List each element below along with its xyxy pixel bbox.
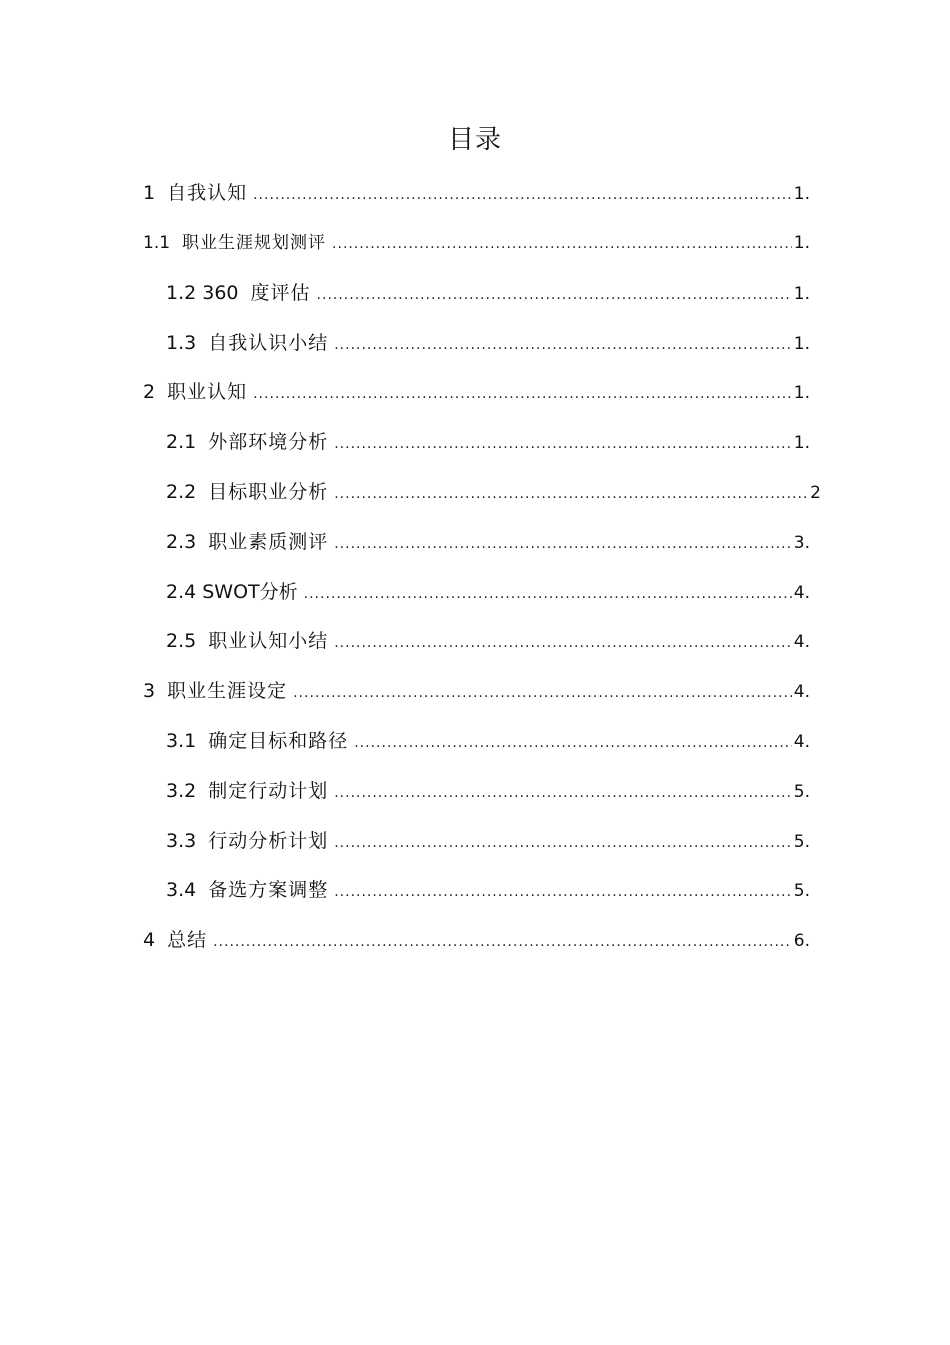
toc-entry[interactable] bbox=[143, 178, 810, 208]
toc-entry[interactable] bbox=[143, 377, 810, 407]
dot-leader bbox=[253, 180, 792, 210]
toc-entry-label: 制定行动计划 bbox=[208, 780, 329, 802]
dot-leader bbox=[334, 330, 792, 360]
toc-entry[interactable] bbox=[166, 577, 810, 607]
toc-entry[interactable] bbox=[166, 875, 810, 905]
toc-entry[interactable] bbox=[166, 826, 810, 856]
dot-leader bbox=[253, 379, 792, 409]
dot-leader bbox=[334, 479, 808, 509]
toc-entry-label: 度评估 bbox=[250, 282, 311, 304]
dot-leader bbox=[334, 628, 792, 658]
toc-entry-number: 2.2 bbox=[166, 481, 197, 503]
dot-leader bbox=[334, 778, 792, 808]
toc-entry-label: 自我认知 bbox=[167, 182, 248, 204]
toc-entry[interactable] bbox=[166, 776, 810, 806]
toc-entry-number: 3.3 bbox=[166, 830, 197, 852]
toc-entry[interactable] bbox=[143, 925, 810, 955]
toc-entry[interactable] bbox=[143, 228, 810, 258]
toc-entry-number: 3 bbox=[143, 680, 156, 702]
toc-entry-label: 职业认知 bbox=[167, 381, 248, 403]
dot-leader bbox=[334, 877, 792, 907]
toc-entry-number: 4 bbox=[143, 929, 156, 951]
dot-leader bbox=[293, 678, 792, 708]
toc-entry-page: 1. bbox=[793, 433, 810, 453]
toc-entry-number: 3.1 bbox=[166, 730, 197, 752]
toc-entry-page: 2 bbox=[810, 483, 821, 503]
toc-entry-number: 2.1 bbox=[166, 431, 197, 453]
toc-entry-page: 5. bbox=[793, 881, 810, 901]
toc-entry-number: 1 bbox=[143, 182, 156, 204]
toc-entry-label: 职业生涯设定 bbox=[167, 680, 288, 702]
toc-entry[interactable] bbox=[166, 477, 821, 507]
dot-leader bbox=[213, 927, 792, 957]
dot-leader bbox=[317, 280, 792, 310]
toc-entry[interactable] bbox=[166, 626, 810, 656]
dot-leader bbox=[304, 579, 792, 609]
toc-entry-page: 4. bbox=[793, 682, 810, 702]
toc-entry-label: 自我认识小结 bbox=[208, 332, 329, 354]
toc-entry-page: 5. bbox=[793, 782, 810, 802]
toc-entry-label: 职业素质测评 bbox=[208, 531, 329, 553]
toc-entry-number: 1.3 bbox=[166, 332, 197, 354]
toc-entry-page: 5. bbox=[793, 832, 810, 852]
dot-leader bbox=[334, 529, 792, 559]
toc-entry-page: 4. bbox=[793, 632, 810, 652]
toc-entry-number: 1.1 bbox=[143, 233, 171, 253]
dot-leader bbox=[332, 229, 792, 259]
toc-entry[interactable] bbox=[166, 527, 810, 557]
toc-entry-label: SWOT分析 bbox=[202, 581, 298, 603]
toc-entry-number: 3.2 bbox=[166, 780, 197, 802]
toc-entry-label: 行动分析计划 bbox=[208, 830, 329, 852]
dot-leader bbox=[354, 728, 792, 758]
toc-entry-number: 1.2 360 bbox=[166, 282, 239, 304]
toc-entry-number: 2.4 bbox=[166, 581, 197, 603]
toc-entry-page: 3. bbox=[793, 533, 810, 553]
toc-entry[interactable] bbox=[143, 676, 810, 706]
toc-entry[interactable] bbox=[166, 328, 810, 358]
toc-entry-page: 4. bbox=[793, 583, 810, 603]
toc-entry-page: 4. bbox=[793, 732, 810, 752]
toc-entry-page: 1. bbox=[793, 334, 810, 354]
toc-entry-number: 2.5 bbox=[166, 630, 197, 652]
toc-entry-page: 1. bbox=[793, 383, 810, 403]
toc-entry-page: 1. bbox=[793, 284, 810, 304]
dot-leader bbox=[334, 828, 792, 858]
toc-title: 目录 bbox=[447, 125, 502, 155]
toc-entry-label: 总结 bbox=[167, 929, 208, 951]
toc-entry-number: 3.4 bbox=[166, 879, 197, 901]
dot-leader bbox=[334, 429, 792, 459]
toc-entry-label: 职业认知小结 bbox=[208, 630, 329, 652]
toc-entry-number: 2 bbox=[143, 381, 156, 403]
toc-entry-page: 6. bbox=[793, 931, 810, 951]
toc-entry-label: 职业生涯规划测评 bbox=[182, 233, 327, 253]
toc-entry-label: 目标职业分析 bbox=[208, 481, 329, 503]
toc-entry-label: 确定目标和路径 bbox=[208, 730, 349, 752]
toc-entry-number: 2.3 bbox=[166, 531, 197, 553]
toc-entry-page: 1. bbox=[793, 233, 810, 253]
toc-entry-page: 1. bbox=[793, 184, 810, 204]
toc-entry-label: 外部环境分析 bbox=[208, 431, 329, 453]
toc-entry[interactable] bbox=[166, 726, 810, 756]
toc-entry[interactable] bbox=[166, 278, 810, 308]
toc-entry-label: 备选方案调整 bbox=[208, 879, 329, 901]
toc-entry[interactable] bbox=[166, 427, 810, 457]
